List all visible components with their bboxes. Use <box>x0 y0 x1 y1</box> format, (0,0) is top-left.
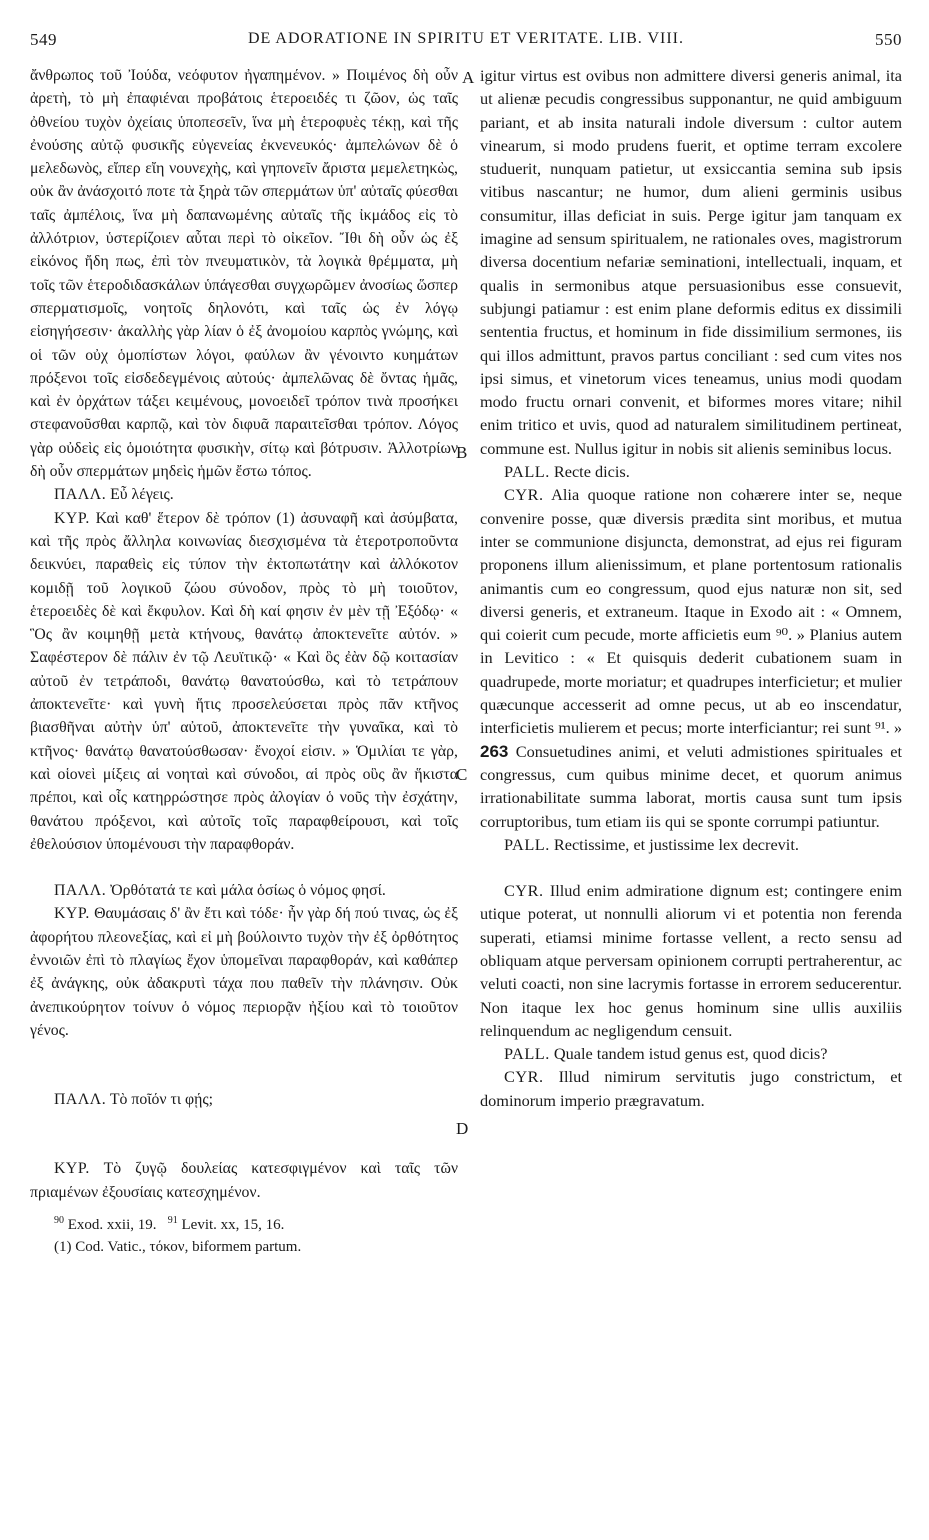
footnote-ref: Exod. xxii, 19. <box>67 1217 157 1234</box>
margin-letter-d: D <box>456 1119 469 1138</box>
latin-cyr-speech-1 <box>480 483 902 832</box>
greek-pall-reply-2 <box>30 879 458 902</box>
speaker-label: ΚΥΡ. <box>54 905 90 923</box>
dialogue-text: Illud nimirum servitutis jugo constrictum, et dominorum imperio prægravatum. <box>480 1067 902 1110</box>
page-number-right: 550 <box>875 30 902 49</box>
dialogue-text: Καὶ καθ' ἕτερον δὲ τρόπον (1) ἀσυναφῆ καὶ ἀσύμβατα, καὶ τῆς πρὸς ἄλληλα κοινωνίας διεσχισμένα τὰ ἑτεροτροποῦντα δεικνύει, παραθεὶς εἰς τύπον τὴν ἐκτοπωτάτην καὶ ἀλλόκοτον κομιδῇ τοῦ λογικοῦ ζώου σύνοδον, πρὸς τὸ μὴ τοιοῦτον, ἑτεροειδὲς δὲ καὶ ἔκφυλον. Καὶ δὴ καί φησιν ἐν μὲν τῇ Ἐξόδῳ· « Ὃς ἂν κοιμηθῇ μετὰ κτήνους, θανάτῳ ἀποκτενεῖτε αὐτόν. » Σαφέστερον δὲ πάλιν ἐν τῷ Λευϊτικῷ· « Καὶ ὃς ἐὰν δῷ κοιτασίαν αὐτοῦ ἐν τετράποδι, θανάτῳ θανατούσθω, καὶ τὸ τετράπουν ἀποκτενεῖτε· καὶ γυνὴ ἥτις προσελεύσεται πρὸς πᾶν κτῆνος βιασθῆναι αὐτὴν ὑπ' αὐτοῦ, ἀποκτενεῖτε τὴν γυναῖκα, καὶ τὸ κτῆνος· θανάτῳ θανατούσθωσαν· ἔνοχοί εἰσιν. » Ὁμιλίαι τε γὰρ, καὶ οἱονεὶ μίξεις αἱ νοηταὶ καὶ σύνοδοι, αἱ πρὸς οὓς ἂν ἥκιστα πρέποι, καὶ οἷς κατηρρώστησε πρὸς ἀλογίαν ὁ νοῦς τὴν ἐσχάτην, θανάτου πρόξενοι, καὶ αὐτοῖς τοῖς παραφθείρουσι, καὶ τοῖς ἐθελούσιον ὑπομένουσι τὴν παραφθοράν. <box>30 509 458 853</box>
footnote-1: (1) Cod. Vatic., τόκον, biformem partum. <box>54 1239 302 1256</box>
speaker-label: ΚΥΡ. <box>54 509 90 527</box>
dialogue-text: Illud enim admiratione dignum est; contingere enim utique poterat, ut nonnulli aliorum vi et potentia non ferenda superati, etiamsi minime fortasse vellent, a recto sensu ad obliquam atque perversam opinionem corrupti pertraherentur, ac veluti coacti, non sine lacrymis fortasse in errorem seducerentur. Non itaque lex hoc genus hominum sine ullis auxiliis relinquendum ac negligendum censuit. <box>480 881 902 1040</box>
dialogue-text: Rectissime, et justissime lex decrevit. <box>553 834 799 854</box>
latin-column <box>480 64 902 1112</box>
running-title: DE ADORATIONE IN SPIRITU ET VERITATE. LIB. VIII. <box>247 30 685 47</box>
margin-letter-a: A <box>462 68 475 87</box>
footnote-mark: 91 <box>167 1215 178 1227</box>
speaker-label: PALL. <box>504 1044 550 1064</box>
speaker-label: ΠΑΛΛ. <box>54 486 107 504</box>
footnote-ref: Levit. xx, 15, 16. <box>181 1217 285 1234</box>
greek-pall-reply-3 <box>30 1088 458 1111</box>
running-header <box>30 30 902 60</box>
latin-cyr-speech-3 <box>480 1065 902 1112</box>
greek-kyr-speech-1 <box>30 507 458 856</box>
dialogue-text: Ὀρθότατά τε καὶ μάλα ὁσίως ὁ νόμος φησί. <box>110 882 386 900</box>
dialogue-text: Εὖ λέγεις. <box>110 486 174 504</box>
greek-kyr-speech-2 <box>30 902 458 1042</box>
speaker-label: PALL. <box>504 462 550 482</box>
latin-pall-reply-2 <box>480 833 902 856</box>
greek-kyr-speech-3 <box>30 1157 458 1204</box>
dialogue-text: Alia quoque ratione non cohærere inter se, neque convenire posse, quæ diversis prædita sint moribus, et mutua inter se communione disjuncta, demonstrat, ad ejus rei figuram proponens illum alienissimum, et plane portentosum rationalis animantis cum eo congressum, quod ejus naturæ non sit, sed diversi generis, et extraneum. Itaque in Exodo ait : « Omnem, qui coierit cum pecude, morte afficietis eum ⁹⁰. » Planius autem in Levitico : « Et quisquis dederit cubationem suam in quadrupede, morte moriatur; et quadrupes interficietur; et mulier quæcunque accesserit ad omne pecus, ut ab eo inscendatur, interficietis mulierem et pecus; morte interficiantur; rei sunt ⁹¹. » <box>480 485 902 738</box>
dialogue-text: Recte dicis. <box>553 462 630 482</box>
latin-pall-reply-3 <box>480 1042 902 1065</box>
page-number-left: 549 <box>30 30 57 49</box>
greek-column <box>30 64 458 1258</box>
dialogue-text: Consuetudines animi, et veluti admistiones spirituales et congressus, cum quibus minime decet, et quorum animus irrationabilitate summa laborat, mortis causa sunt tum ipsis corruptoribus, tum etiam iis qui se sponte corrumpi patiuntur. <box>480 741 902 831</box>
footnote-mark: 90 <box>54 1215 64 1227</box>
margin-letter-c: C <box>456 765 468 784</box>
speaker-label: ΠΑΛΛ. <box>54 1091 107 1109</box>
dialogue-text: Quale tandem istud genus est, quod dicis? <box>553 1044 828 1064</box>
dialogue-text: Τὸ ζυγῷ δουλείας κατεσφιγμένον καὶ ταῖς τῶν πριαμένων ἐξουσίαις κατεσχημένον. <box>30 1160 458 1201</box>
dialogue-text: Τὸ ποῖόν τι φῄς; <box>109 1091 214 1109</box>
speaker-label: ΚΥΡ. <box>54 1160 90 1178</box>
latin-pall-reply-1 <box>480 460 902 483</box>
speaker-label: CYR. <box>504 485 544 505</box>
dialogue-text: Θαυμάσαις δ' ἂν ἔτι καὶ τόδε· ἦν γὰρ δή πού τινας, ὡς ἐξ ἀφορήτου πλεονεξίας, καὶ εἰ μὴ βούλοιντο τυχὸν τὴν ἐξ ὀρθότητος ἐννοιῶν ἐπὶ τὸ πλαγίως ἔχον ὑπομεῖναι παραφθοράν, καὶ καθάπερ ἐξ ἀνάγκης, οὐκ ἀδακρυτὶ τάχα που παθεῖν τὴν πλάνησιν. Οὐκ ἀνεπικούρητον τοίνυν ὁ νόμος περιορᾷν ἠξίου καὶ τὸ τοιοῦτον γένος. <box>30 905 458 1039</box>
speaker-label: PALL. <box>504 834 550 854</box>
speaker-label: ΠΑΛΛ. <box>54 882 107 900</box>
greek-pall-reply-1 <box>30 483 458 506</box>
column-number: 263 <box>480 741 509 761</box>
latin-cyr-speech-2 <box>480 879 902 1042</box>
speaker-label: CYR. <box>504 881 544 901</box>
margin-letter-b: B <box>456 443 468 462</box>
footnote-refs <box>30 1210 458 1236</box>
greek-paragraph-1: ἄνθρωπος τοῦ Ἰούδα, νεόφυτον ἠγαπημένον. » Ποιμένος δὴ οὖν ἀρετὴ, τὸ μὴ ἐπαφιέναι προβάτοις ἑτεροειδές τι ζῶον, ὡς ταῖς ὀθνείου τυχὸν ὀχείαις ὑποπεσεῖν, ἵνα μὴ ἑτεροφυὲς τέκῃ, καὶ τῆς ἐνούσης αὐτῷ φυσικῆς εὐγενείας ἐκνενευκός· ἀμπελώνων δὲ ὁ μελεδωνὸς, εἴπερ εἴη νουνεχὴς, καὶ γηπονεῖν ἄριστα μεμελετηκὼς, οὐκ ἂν ἀνάσχοιτό ποτε τὰ ξηρὰ τῶν σπερμάτων ὑπ' αὐταῖς φύεσθαι ταῖς ἀμπέλοις, ἵνα μὴ δαπανωμένης αὐταῖς τῆς ἰκμάδος εἰς τὸ ἀλλότριον, ὑστερίζοιεν αὗται περὶ τὸ οἰκεῖον. Ἴθι δὴ οὖν ὡς ἐξ εἰκόνος ἤδη πως, ἐπὶ τὸν πνευματικὸν, τὰ λογικὰ θρέμματα, μὴ τοῖς τῶν ἑτεροδιδασκάλων ὑπάγεσθαι συγχωρῶμεν ἀνοσίως ὥσπερ σπερματισμοῖς, νοητοῖς δηλονότι, καὶ ταῖς ὡς ἐν λόγῳ εἰσηγήσεσιν· ἀκαλλὴς γὰρ λίαν ὁ ἐξ ἀνομοίου καρπὸς γνώμης, καὶ οἱ τῶν οὐχ ὁμοπίστων λόγοι, φαύλων ἂν γένοιντο κυημάτων πρόξενοι τοῖς εἰσδεδεγμένοις αὐτούς· ἀμπελῶνας δὲ ὄντας ἡμᾶς, καὶ ἐν ὀρχάτων τάξει κειμένους, μονοειδεῖ τρόπον τινὰ προσήκει στεφανοῦσθαι καρπῷ, καὶ τὸν διφυᾶ παραιτεῖσθαι τρόπον. Λόγος γὰρ οὐδεὶς εἰς ὁμοιότητα φυσικὴν, σίτῳ καὶ βότρυσιν. Ἀλλοτρίων δὴ οὖν σπερμάτων μηδεὶς ἡμῶν ἔστω τόπος. <box>30 67 458 481</box>
latin-paragraph-1: igitur virtus est ovibus non admittere diversi generis animal, ita ut alienæ pecudis congressibus supponantur, ne quid ambiguum pariant, et ab insita naturali indole diversum : cultor autem vinearum, si modo prudens fuerit, et optime terram excolere studuerit, nunquam patietur, ut exsiccantia semina sub ipsis vitibus nascantur; ne humor, dum alieni germinis usibus consumitur, illas deficiat in suis. Perge igitur jam tanquam ex imagine ad sensum spiritualem, ne rationales oves, magistrorum diversa docentium nefariæ seminationi, intellectuali, inquam, et qualis in sermonibus atque persuasionibus esse consuevit, subjungi patiamur : est enim plane deformis editus ex dissimili sententia fructus, et hominum in fide dissimilium sermones, iis qui illos admittunt, pravos partus conciliant : sed cum vites nos ipsi simus, et vinetorum vices teneamus, unius modi quodam modo fructu ornari convenit, et biformes mores vitare; nihil enim tritico et uvis, quod ad naturalem similitudinem pertineat, commune est. Nullus igitur in nobis sit alienis seminibus locus. <box>480 66 902 458</box>
speaker-label: CYR. <box>504 1067 544 1087</box>
